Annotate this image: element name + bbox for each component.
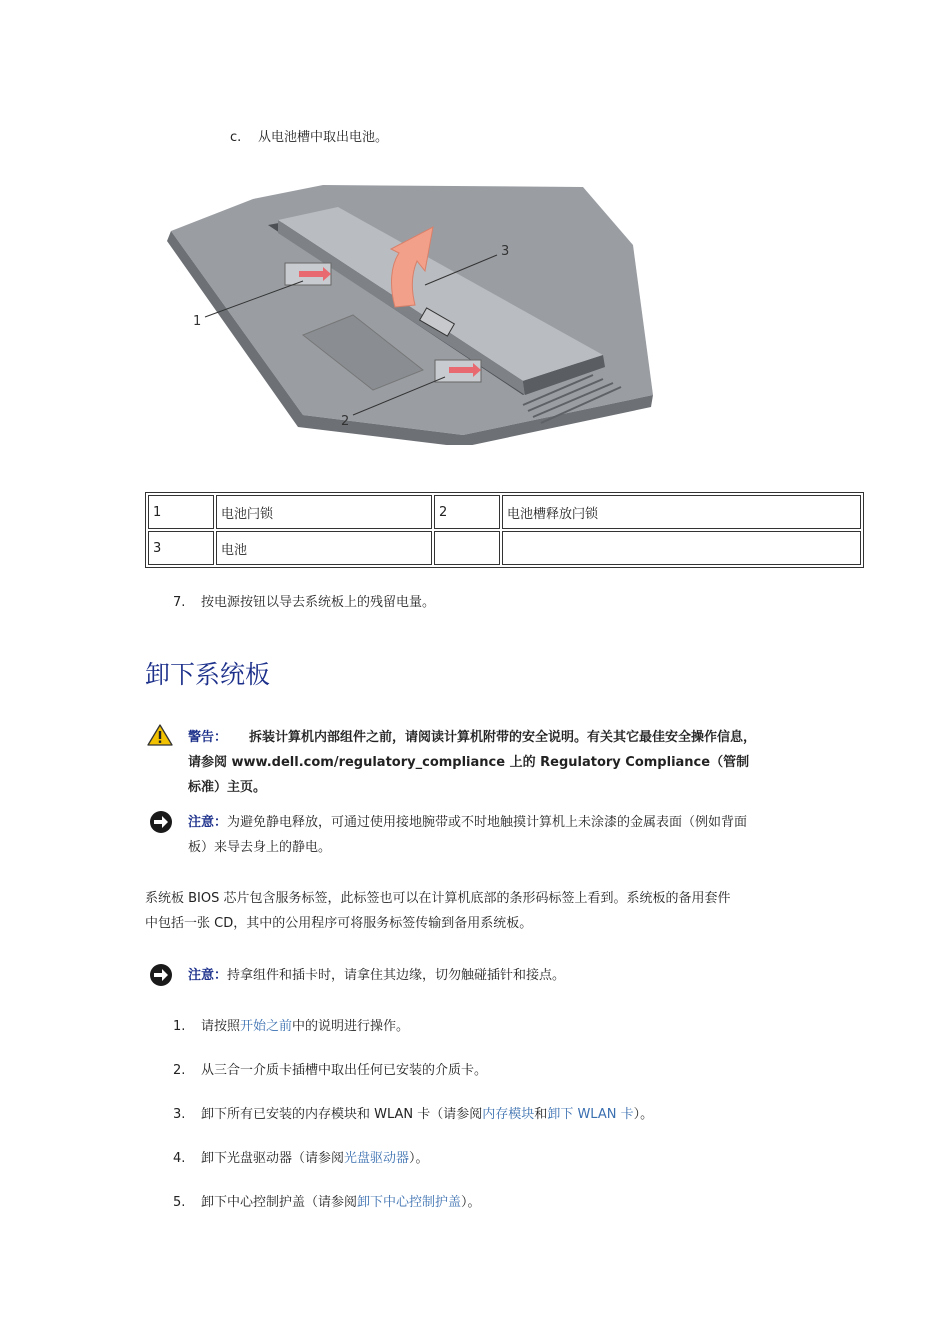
step-text: 按电源按钮以导去系统板上的残留电量。 [201, 595, 436, 610]
paragraph-line-2: 中包括一张 CD，其中的公用程序可将服务标签传输到备用系统板。 [145, 916, 533, 931]
step-4 [173, 1149, 773, 1169]
table-row [148, 531, 861, 565]
step-marker: 2. [173, 1063, 186, 1078]
table-cell [502, 531, 861, 565]
warning-icon [147, 724, 173, 746]
table-cell: 3 [148, 531, 214, 565]
table-row [148, 495, 861, 529]
step-text: ）。 [461, 1195, 481, 1210]
step-3 [173, 1105, 823, 1125]
warning-line-1 [188, 725, 756, 750]
step-c [230, 128, 630, 148]
step-text: ）。 [409, 1151, 429, 1166]
section-heading: 卸下系统板 [145, 660, 271, 689]
step-marker: 7. [173, 595, 186, 610]
notice-label: 注意： [188, 815, 228, 830]
step-text: 卸下光盘驱动器（请参阅 [201, 1151, 345, 1166]
table-cell: 2 [434, 495, 500, 529]
step-text: 中的说明进行操作。 [292, 1019, 410, 1034]
table-cell: 电池槽释放闩锁 [502, 495, 861, 529]
step-text: 卸下中心控制护盖（请参阅 [201, 1195, 358, 1210]
notice-line-1 [188, 810, 747, 835]
notice-text: 为避免静电释放，可通过使用接地腕带或不时地触摸计算机上未涂漆的金属表面（例如背面 [227, 815, 748, 830]
step-text: 和 [534, 1107, 548, 1122]
warning-text: 拆装计算机内部组件之前，请阅读计算机附带的安全说明。有关其它最佳安全操作信息， [249, 730, 757, 745]
step-5 [173, 1193, 773, 1213]
warning-line-3: 标准）主页。 [188, 780, 267, 795]
warning-label: 警告： [188, 730, 228, 745]
link-memory-modules[interactable]: 内存模块 [482, 1107, 535, 1122]
link-remove-center-control-cover[interactable]: 卸下中心控制护盖 [357, 1195, 462, 1210]
step-marker: 3. [173, 1107, 186, 1122]
step-text: ）。 [633, 1107, 654, 1122]
notice-label: 注意： [188, 968, 228, 983]
notice-icon [149, 810, 173, 834]
table-cell: 1 [148, 495, 214, 529]
link-optical-drive[interactable]: 光盘驱动器 [344, 1151, 410, 1166]
step-marker: 4. [173, 1151, 186, 1166]
step-marker: c. [230, 130, 242, 145]
table-cell: 电池 [216, 531, 432, 565]
step-1 [173, 1017, 773, 1037]
callout-3: 3 [501, 244, 510, 259]
paragraph-line-1: 系统板 BIOS 芯片包含服务标签，此标签也可以在计算机底部的条形码标签上看到。系统板的备用套件 [145, 891, 731, 906]
step-marker: 1. [173, 1019, 186, 1034]
step-text: 从三合一介质卡插槽中取出任何已安装的介质卡。 [201, 1063, 488, 1078]
step-text: 请按照 [201, 1019, 241, 1034]
step-text: 从电池槽中取出电池。 [258, 130, 389, 145]
warning-line-2: 请参阅 www.dell.com/regulatory_compliance 上的 Regulatory Compliance（管制 [188, 755, 750, 770]
battery-removal-figure [163, 185, 663, 445]
notice-text: 持拿组件和插卡时，请拿住其边缘，切勿触碰插针和接点。 [227, 968, 566, 983]
callout-table [145, 492, 864, 568]
table-cell: 电池闩锁 [216, 495, 432, 529]
callout-2: 2 [341, 414, 350, 429]
step-marker: 5. [173, 1195, 186, 1210]
table-cell [434, 531, 500, 565]
notice-icon [149, 963, 173, 987]
notice-line [188, 963, 565, 988]
link-remove-wlan-card[interactable]: 卸下 WLAN 卡 [547, 1107, 634, 1122]
step-7 [173, 593, 573, 613]
step-text: 卸下所有已安装的内存模块和 WLAN 卡（请参阅 [201, 1107, 483, 1122]
notice-line-2: 板）来导去身上的静电。 [188, 840, 332, 855]
step-2 [173, 1061, 773, 1081]
callout-1: 1 [193, 314, 202, 329]
link-before-you-begin[interactable]: 开始之前 [240, 1019, 293, 1034]
